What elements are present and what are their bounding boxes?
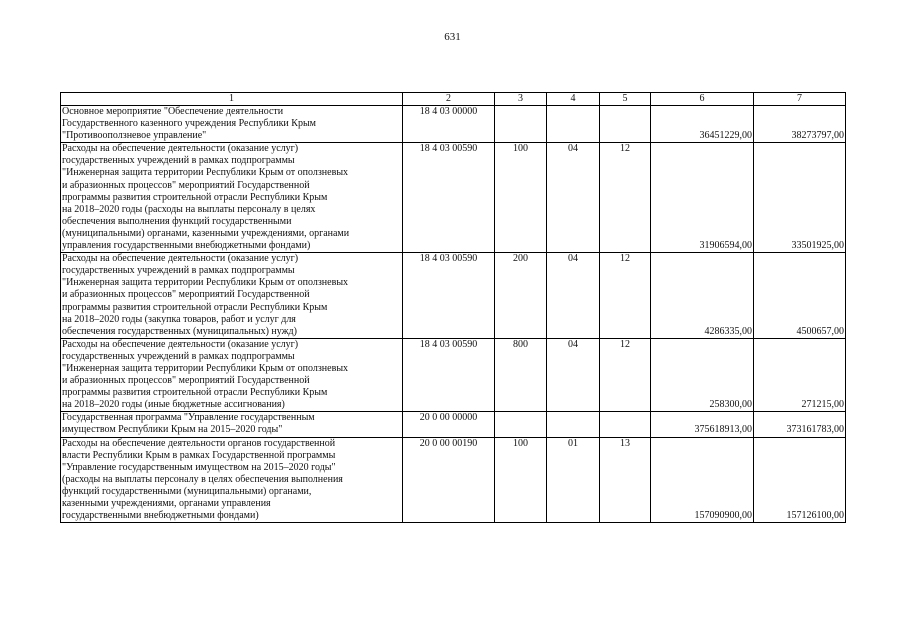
description-line: на 2018–2020 годы (иные бюджетные ассигнования) bbox=[62, 399, 285, 411]
header-row bbox=[61, 93, 846, 106]
section-cell: 01 bbox=[547, 437, 600, 523]
description-line: функций государственными (муниципальными) органами, bbox=[62, 485, 312, 497]
header-cell: 4 bbox=[547, 93, 600, 106]
expense-type-cell: 100 bbox=[495, 143, 547, 253]
header-cell: 1 bbox=[61, 93, 403, 106]
description-line: Расходы на обеспечение деятельности (оказание услуг) bbox=[62, 143, 299, 155]
expense-description-cell bbox=[61, 412, 403, 437]
amount-year2-cell: 4500657,00 bbox=[754, 253, 846, 339]
table-row bbox=[61, 253, 846, 339]
description-line: и абразионных процессов" мероприятий Государственной bbox=[62, 289, 310, 301]
budget-code-cell: 18 4 03 00590 bbox=[403, 253, 495, 339]
description-line: государственными внебюджетными фондами) bbox=[62, 510, 259, 522]
description-line: "Управление государственным имуществом на 2015–2020 годы" bbox=[62, 461, 336, 473]
section-cell bbox=[547, 412, 600, 437]
subsection-cell: 12 bbox=[600, 338, 651, 412]
amount-year2-cell: 373161783,00 bbox=[754, 412, 846, 437]
description-line: и абразионных процессов" мероприятий Государственной bbox=[62, 179, 310, 191]
description-line: обеспечения государственных (муниципальных) нужд) bbox=[62, 325, 297, 337]
table-row bbox=[61, 143, 846, 253]
table-row bbox=[61, 437, 846, 523]
description-line: программы развития строительной отрасли Республики Крым bbox=[62, 191, 328, 203]
description-line: "Инженерная защита территории Республики Крым от оползневых bbox=[62, 362, 349, 374]
description-line: государственных учреждений в рамках подпрограммы bbox=[62, 350, 295, 362]
expense-description-cell bbox=[61, 106, 403, 143]
expense-description-cell bbox=[61, 338, 403, 412]
description-line: (расходы на выплаты персоналу в целях обеспечения выполнения bbox=[62, 473, 343, 485]
description-line: и абразионных процессов" мероприятий Государственной bbox=[62, 375, 310, 387]
description-line: Расходы на обеспечение деятельности органов государственной bbox=[62, 437, 336, 449]
description-line: "Инженерная защита территории Республики Крым от оползневых bbox=[62, 167, 349, 179]
description-line: "Инженерная защита территории Республики Крым от оползневых bbox=[62, 277, 349, 289]
expense-type-cell: 800 bbox=[495, 338, 547, 412]
description-line: Расходы на обеспечение деятельности (оказание услуг) bbox=[62, 338, 299, 350]
amount-year1-cell: 157090900,00 bbox=[651, 437, 754, 523]
subsection-cell: 13 bbox=[600, 437, 651, 523]
page-number: 631 bbox=[444, 31, 461, 43]
budget-code-cell: 18 4 03 00590 bbox=[403, 338, 495, 412]
description-line: государственных учреждений в рамках подпрограммы bbox=[62, 155, 295, 167]
table-row bbox=[61, 412, 846, 437]
description-line: программы развития строительной отрасли Республики Крым bbox=[62, 387, 328, 399]
budget-code-cell: 18 4 03 00000 bbox=[403, 106, 495, 143]
header-cell: 2 bbox=[403, 93, 495, 106]
description-line: обеспечения выполнения функций государственными bbox=[62, 215, 292, 227]
header-cell: 7 bbox=[754, 93, 846, 106]
amount-year2-cell: 33501925,00 bbox=[754, 143, 846, 253]
header-cell: 3 bbox=[495, 93, 547, 106]
budget-code-cell: 20 0 00 00000 bbox=[403, 412, 495, 437]
amount-year1-cell: 258300,00 bbox=[651, 338, 754, 412]
header-cell: 6 bbox=[651, 93, 754, 106]
expense-type-cell bbox=[495, 106, 547, 143]
budget-table bbox=[60, 92, 846, 523]
description-line: управления государственными внебюджетными фондами) bbox=[62, 240, 311, 252]
expense-type-cell: 100 bbox=[495, 437, 547, 523]
subsection-cell: 12 bbox=[600, 143, 651, 253]
description-line: программы развития строительной отрасли Республики Крым bbox=[62, 301, 328, 313]
expense-type-cell bbox=[495, 412, 547, 437]
amount-year2-cell: 38273797,00 bbox=[754, 106, 846, 143]
section-cell: 04 bbox=[547, 143, 600, 253]
expense-type-cell: 200 bbox=[495, 253, 547, 339]
description-line: Расходы на обеспечение деятельности (оказание услуг) bbox=[62, 253, 299, 265]
expense-description-cell bbox=[61, 253, 403, 339]
description-line: Государственного казенного учреждения Республики Крым bbox=[62, 118, 316, 130]
expense-description-cell bbox=[61, 437, 403, 523]
header-cell: 5 bbox=[600, 93, 651, 106]
description-line: имуществом Республики Крым на 2015–2020 годы" bbox=[62, 424, 283, 436]
section-cell: 04 bbox=[547, 338, 600, 412]
description-line: на 2018–2020 годы (расходы на выплаты персоналу в целях bbox=[62, 203, 316, 215]
description-line: на 2018–2020 годы (закупка товаров, работ и услуг для bbox=[62, 313, 296, 325]
section-cell: 04 bbox=[547, 253, 600, 339]
budget-code-cell: 20 0 00 00190 bbox=[403, 437, 495, 523]
amount-year1-cell: 4286335,00 bbox=[651, 253, 754, 339]
description-line: "Противооползневое управление" bbox=[62, 130, 207, 142]
budget-code-cell: 18 4 03 00590 bbox=[403, 143, 495, 253]
subsection-cell bbox=[600, 412, 651, 437]
amount-year2-cell: 157126100,00 bbox=[754, 437, 846, 523]
section-cell bbox=[547, 106, 600, 143]
description-line: Государственная программа "Управление государственным bbox=[62, 412, 315, 424]
description-line: (муниципальными) органами, казенными учреждениями, органами bbox=[62, 227, 350, 239]
description-line: государственных учреждений в рамках подпрограммы bbox=[62, 265, 295, 277]
table-row bbox=[61, 106, 846, 143]
description-line: Основное мероприятие "Обеспечение деятельности bbox=[62, 106, 284, 117]
amount-year1-cell: 31906594,00 bbox=[651, 143, 754, 253]
amount-year2-cell: 271215,00 bbox=[754, 338, 846, 412]
subsection-cell bbox=[600, 106, 651, 143]
amount-year1-cell: 36451229,00 bbox=[651, 106, 754, 143]
expense-description-cell bbox=[61, 143, 403, 253]
description-line: власти Республики Крым в рамках Государственной программы bbox=[62, 449, 336, 461]
table-row bbox=[61, 338, 846, 412]
subsection-cell: 12 bbox=[600, 253, 651, 339]
description-line: казенными учреждениями, органами управления bbox=[62, 498, 271, 509]
amount-year1-cell: 375618913,00 bbox=[651, 412, 754, 437]
